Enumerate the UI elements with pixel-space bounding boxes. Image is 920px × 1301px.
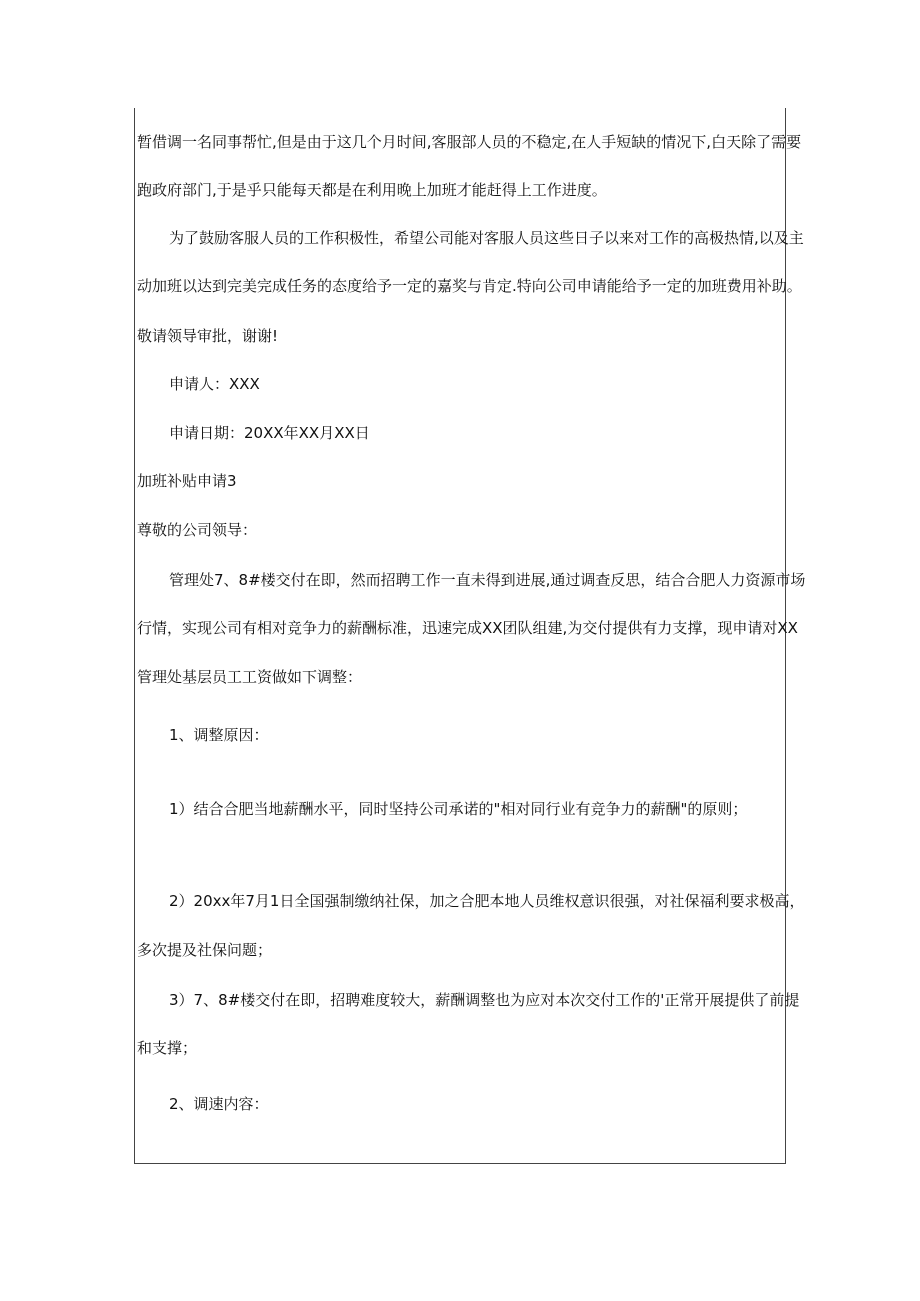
section-title: 加班补贴申请3 <box>137 472 237 490</box>
list-item: 1）结合合肥当地薪酬水平，同时坚持公司承诺的"相对同行业有竞争力的薪酬"的原则； <box>169 800 748 818</box>
list-heading: 2、调速内容： <box>169 1095 269 1113</box>
paragraph-line: 管理处基层员工工资做如下调整： <box>137 668 363 686</box>
paragraph-line: 管理处7、8#楼交付在即，然而招聘工作一直未得到进展,通过调查反思，结合合肥人力资源市场 <box>169 571 806 589</box>
paragraph-line: 暂借调一名同事帮忙,但是由于这几个月时间,客服部人员的不稳定,在人手短缺的情况下,白天除了需要 <box>137 133 802 151</box>
paragraph-line: 动加班以达到完美完成任务的态度给予一定的嘉奖与肯定.特向公司申请能给予一定的加班费用补助。 <box>137 277 802 295</box>
salutation: 尊敬的公司领导： <box>137 521 258 539</box>
list-item-continuation: 和支撑； <box>137 1039 198 1057</box>
application-date-line: 申请日期：20XX年XX月XX日 <box>169 424 370 442</box>
list-item: 3）7、8#楼交付在即，招聘难度较大，薪酬调整也为应对本次交付工作的'正常开展提供了前提 <box>169 991 800 1009</box>
paragraph-line: 行情，实现公司有相对竞争力的薪酬标准，迅速完成XX团队组建,为交付提供有力支撑，现申请对XX <box>137 619 798 637</box>
applicant-line: 申请人：XXX <box>169 375 260 393</box>
list-heading: 1、调整原因： <box>169 726 269 744</box>
paragraph-line: 跑政府部门,于是乎只能每天都是在利用晚上加班才能赶得上工作进度。 <box>137 181 607 199</box>
list-item: 2）20xx年7月1日全国强制缴纳社保，加之合肥本地人员维权意识很强，对社保福利要求极高， <box>169 892 805 910</box>
list-item-continuation: 多次提及社保问题； <box>137 941 273 959</box>
paragraph-line: 为了鼓励客服人员的工作积极性，希望公司能对客服人员这些日子以来对工作的高极热情,以及主 <box>169 229 804 247</box>
closing-line: 敬请领导审批，谢谢! <box>137 327 279 345</box>
